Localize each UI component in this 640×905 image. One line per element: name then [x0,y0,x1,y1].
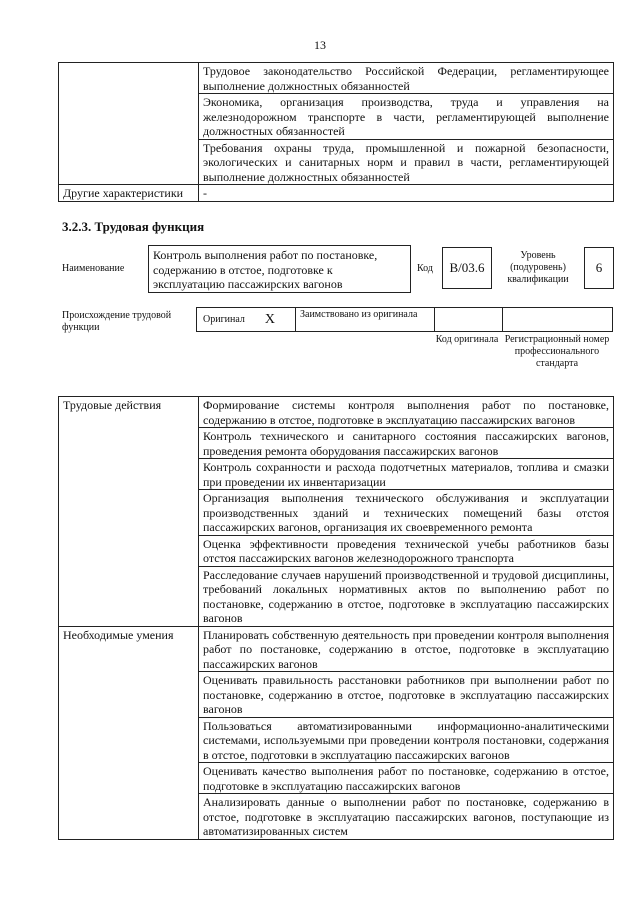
skill-item: Анализировать данные о выполнении работ по постановке, содержанию в отстое, подготовке в эксплуатацию пассажирских вагонов, поступающие из автоматизированных систем [199,794,614,840]
knowledge-item: Экономика, организация производства, труда и управления на железнодорожном транспорте в части, регламентирующей выполнение должностных обязанностей [199,94,614,140]
table-row [59,397,614,428]
level-label: Уровень (подуровень) квалификации [507,250,569,285]
code-original-cell [434,308,503,331]
borrowed-label: Заимствовано из оригинала [295,308,434,331]
skill-item: Оценивать правильность расстановки работников при выполнении работ по постановке, содержанию в отстое, подготовке в эксплуатацию пассажирских вагонов [199,672,614,718]
actions-label: Трудовые действия [59,397,199,627]
page-number: 13 [314,38,326,52]
action-item: Контроль сохранности и расхода подотчетных материалов, топлива и смазки при проведении их инвентаризации [199,459,614,490]
function-code: B/03.6 [442,247,492,289]
code-original-caption: Код оригинала [435,334,499,345]
action-item: Оценка эффективности проведения технической учебы работников базы отстоя пассажирских вагонов железнодорожного транспорта [199,535,614,566]
skill-item: Пользоваться автоматизированными информационно-аналитическими системами, используемыми при проведении контроля постановки, содержания в отстое, подготовки в эксплуатацию пассажирских вагонов [199,717,614,763]
action-item: Контроль технического и санитарного состояния пассажирских вагонов, проведения ремонта оборудования пассажирских вагонов [199,428,614,459]
other-characteristics-value: - [199,185,614,202]
reg-number-cell [502,308,613,331]
code-label: Код [417,263,433,274]
action-item: Формирование системы контроля выполнения работ по постановке, содержанию в отстое, подготовке в эксплуатацию пассажирских вагонов [199,397,614,428]
original-cell [197,308,295,331]
table-row [59,63,614,94]
skills-label: Необходимые умения [59,626,199,839]
table-row [59,185,614,202]
origin-label: Происхождение трудовой функции [62,310,172,333]
reg-number-caption: Регистрационный номер профессионального стандарта [504,334,610,369]
other-characteristics-label: Другие характеристики [59,185,199,202]
skill-item: Планировать собственную деятельность при проведении контроля выполнения работ по постановке, содержанию в отстое, подготовке в эксплуатацию пассажирских вагонов [199,626,614,672]
section-title: 3.2.3. Трудовая функция [62,219,205,234]
name-label: Наименование [62,263,125,274]
origin-table [196,307,613,332]
qualification-level: 6 [584,247,614,289]
function-name: Контроль выполнения работ по постановке, содержанию в отстое, подготовке к эксплуатацию пассажирских вагонов [148,245,411,293]
knowledge-table [58,62,614,202]
empty-label-cell [59,63,199,185]
knowledge-item: Трудовое законодательство Российской Федерации, регламентирующее выполнение должностных обязанностей [199,63,614,94]
table-row [59,626,614,672]
original-mark: X [264,311,276,327]
original-label: Оригинал [203,313,245,325]
knowledge-item: Требования охраны труда, промышленной и пожарной безопасности, экологических и санитарных норм и правил в части, регламентирующей выполнение должностных обязанностей [199,139,614,185]
action-item: Организация выполнения технического обслуживания и эксплуатации производственных зданий и технических помещений базы отстоя пассажирских вагонов, организация их своевременного ремонта [199,490,614,536]
action-item: Расследование случаев нарушений производственной и трудовой дисциплины, требований локальных нормативных актов по выполнению работ по постановке, содержанию в отстое, подготовке в эксплуатацию пассажирских вагонов [199,566,614,626]
skill-item: Оценивать качество выполнения работ по постановке, содержанию в отстое, подготовке в эксплуатацию пассажирских вагонов [199,763,614,794]
labor-actions-table [58,396,614,840]
